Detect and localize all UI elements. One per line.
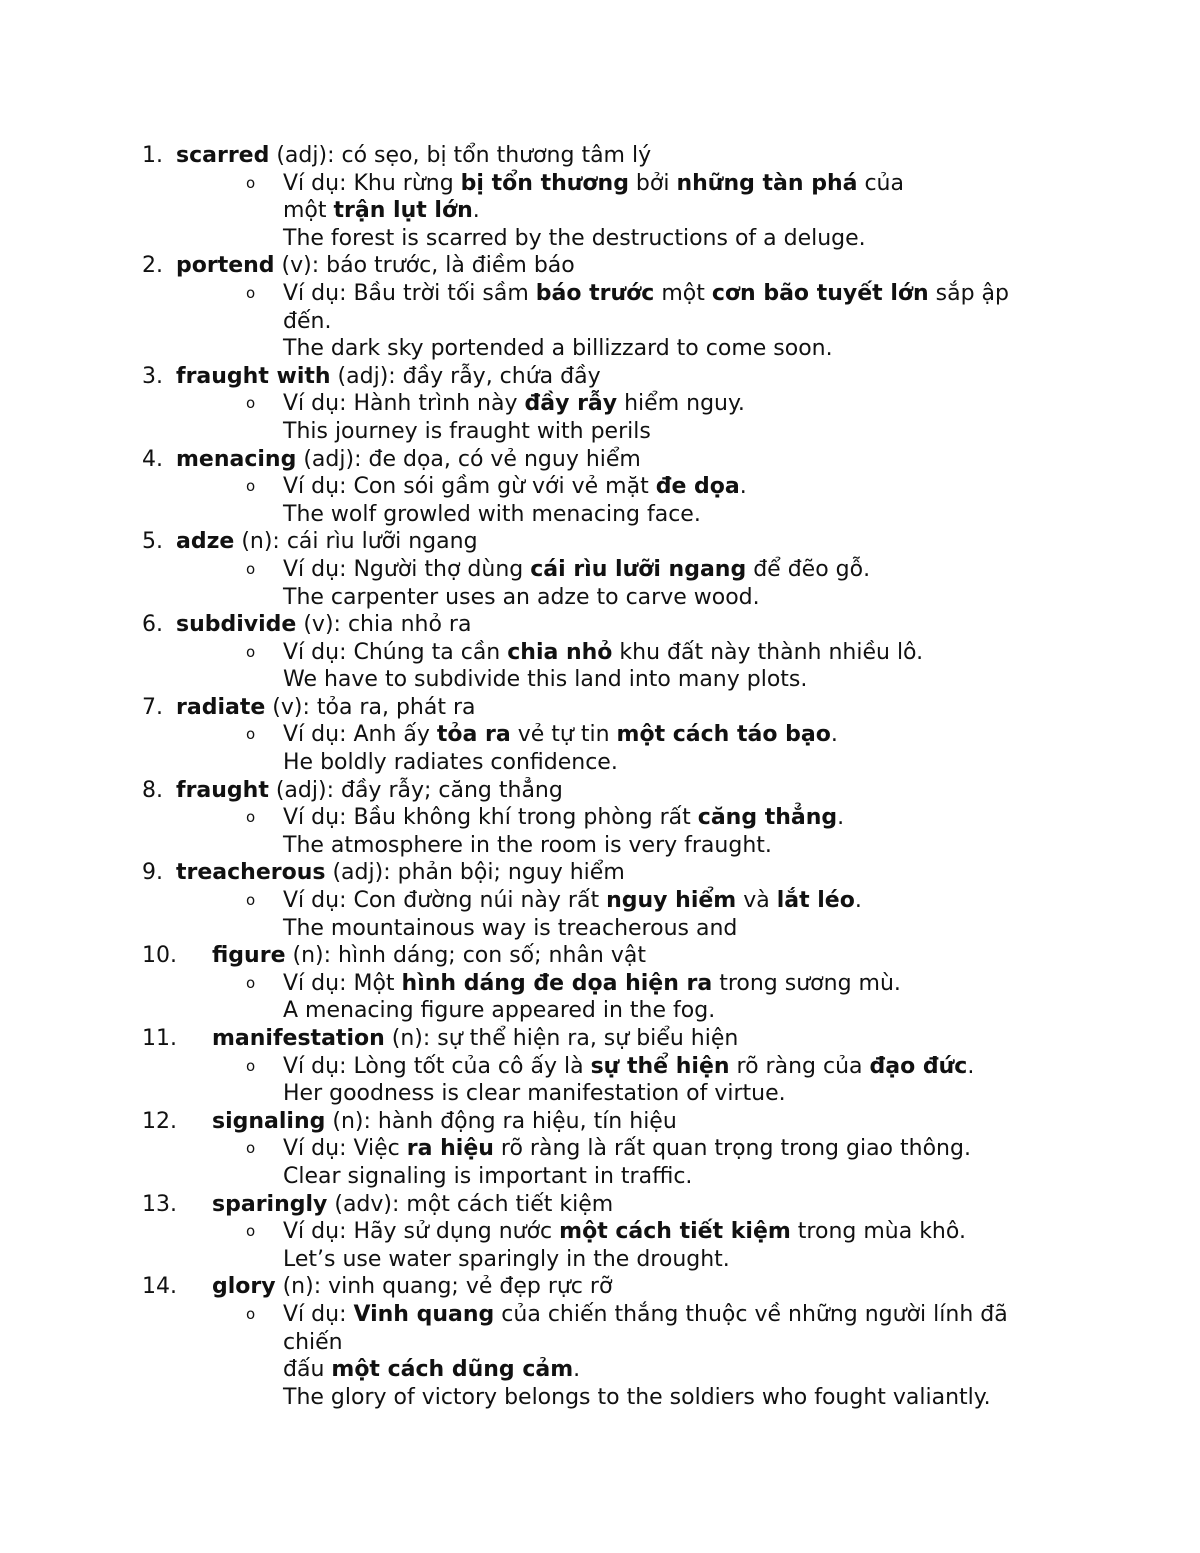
example-text: một xyxy=(654,280,712,306)
example-text: . xyxy=(573,1357,581,1383)
example-text: để đẽo gỗ. xyxy=(746,556,871,582)
entry-headline xyxy=(0,942,1200,970)
example-text: Ví dụ: Con sói gầm gừ với vẻ mặt xyxy=(283,474,656,500)
entry-number: 10. xyxy=(142,943,177,969)
example-highlight: chia nhỏ xyxy=(507,639,613,665)
entry-number: 13. xyxy=(142,1191,177,1217)
entry-term: glory xyxy=(212,1274,276,1300)
example-vi-line xyxy=(0,1301,1200,1329)
example-en-line: The mountainous way is treacherous and xyxy=(283,915,738,941)
entry-term: subdivide xyxy=(176,612,297,638)
example-text: rõ ràng của xyxy=(729,1053,870,1079)
example-en-line: The carpenter uses an adze to carve wood. xyxy=(283,584,760,610)
entry-definition: (adj): phản bội; nguy hiểm xyxy=(325,860,625,886)
example-en-line: A menacing figure appeared in the fog. xyxy=(283,998,716,1024)
entry-number: 8. xyxy=(142,777,163,803)
example-text: Ví dụ: Chúng ta cần xyxy=(283,639,508,665)
entry-term: treacherous xyxy=(176,860,326,886)
example-text: Ví dụ: Hãy sử dụng nước xyxy=(283,1219,560,1245)
example-vi-line xyxy=(0,473,1200,501)
example-en-line: He boldly radiates confidence. xyxy=(283,750,618,776)
entry-definition: (v): báo trước, là điềm báo xyxy=(274,253,575,279)
example-text: Ví dụ: Anh ấy xyxy=(283,722,437,748)
example-text: . xyxy=(739,474,747,500)
example-highlight: trận lụt lớn xyxy=(333,198,473,224)
example-highlight: đạo đức xyxy=(869,1053,968,1079)
bullet-circle-icon: o xyxy=(246,973,256,992)
entry-number: 7. xyxy=(142,694,163,720)
example-text: hiểm nguy. xyxy=(617,391,745,417)
entry-number: 9. xyxy=(142,860,163,886)
vocabulary-list xyxy=(0,142,1200,1411)
example-vi-line xyxy=(0,1356,1200,1384)
vocab-entry xyxy=(0,363,1200,446)
entry-headline xyxy=(0,1273,1200,1301)
example-text: khu đất này thành nhiều lô. xyxy=(612,639,924,665)
example-text: Ví dụ: Bầu trời tối sầm xyxy=(283,280,536,306)
example-highlight: một cách táo bạo xyxy=(616,722,831,748)
example-text: . xyxy=(967,1053,975,1079)
example-en-line: Clear signaling is important in traffic. xyxy=(283,1163,693,1189)
example-text: Ví dụ: xyxy=(283,1301,354,1327)
example-highlight: đầy rẫy xyxy=(524,391,618,417)
entry-headline xyxy=(0,777,1200,805)
entry-number: 3. xyxy=(142,363,163,389)
bullet-circle-icon: o xyxy=(246,1139,256,1158)
example-en-line: We have to subdivide this land into many plots. xyxy=(283,667,808,693)
bullet-circle-icon: o xyxy=(246,283,256,302)
example-text: vẻ tự tin xyxy=(510,722,617,748)
example-text: chiến xyxy=(283,1329,343,1355)
vocab-entry xyxy=(0,777,1200,860)
entry-number: 11. xyxy=(142,1026,177,1051)
example-highlight: nguy hiểm xyxy=(606,888,737,914)
entry-headline xyxy=(0,694,1200,722)
entry-headline xyxy=(0,611,1200,639)
bullet-circle-icon: o xyxy=(246,725,256,744)
bullet-circle-icon: o xyxy=(246,394,256,413)
entry-number: 4. xyxy=(142,446,163,472)
entry-term: manifestation xyxy=(212,1026,385,1051)
example-text: Ví dụ: Con đường núi này rất xyxy=(283,888,607,914)
example-text: rõ ràng là rất quan trọng trong giao thông. xyxy=(493,1136,971,1162)
example-highlight: báo trước xyxy=(535,280,655,306)
entry-definition: (v): tỏa ra, phát ra xyxy=(265,694,476,720)
entry-definition: (n): cái rìu lưỡi ngang xyxy=(234,529,478,555)
entry-number: 6. xyxy=(142,612,163,638)
example-text: đến. xyxy=(283,308,332,334)
entry-number: 2. xyxy=(142,253,163,279)
bullet-circle-icon: o xyxy=(246,477,256,496)
example-vi-line xyxy=(0,804,1200,832)
vocab-entry xyxy=(0,942,1200,1025)
example-en-line: The glory of victory belongs to the soldiers who fought valiantly. xyxy=(283,1384,991,1410)
entry-definition: (adj): đe dọa, có vẻ nguy hiểm xyxy=(296,446,641,472)
entry-definition: (n): sự thể hiện ra, sự biểu hiện xyxy=(384,1026,739,1051)
example-highlight: cơn bão tuyết lớn xyxy=(711,280,929,306)
example-text: . xyxy=(472,198,480,224)
example-text: của xyxy=(857,170,904,196)
bullet-circle-icon: o xyxy=(246,1304,256,1323)
example-vi-line xyxy=(0,280,1200,308)
example-highlight: tỏa ra xyxy=(436,722,511,748)
example-highlight: cái rìu lưỡi ngang xyxy=(530,556,747,582)
bullet-circle-icon: o xyxy=(246,559,256,578)
example-highlight: Vinh quang xyxy=(353,1301,495,1327)
bullet-circle-icon: o xyxy=(246,1056,256,1075)
vocab-entry xyxy=(0,1108,1200,1191)
example-vi-line xyxy=(0,556,1200,584)
entry-term: sparingly xyxy=(212,1191,328,1217)
entry-term: menacing xyxy=(176,446,297,472)
entry-term: radiate xyxy=(176,694,266,720)
example-text: Ví dụ: Một xyxy=(283,970,402,996)
entry-headline xyxy=(0,142,1200,170)
example-text: Ví dụ: Người thợ dùng xyxy=(283,556,531,582)
example-vi-line xyxy=(0,721,1200,749)
example-highlight: đe dọa xyxy=(655,474,740,500)
example-text: . xyxy=(854,888,862,914)
example-highlight: sự thể hiện xyxy=(590,1053,730,1079)
vocab-entry xyxy=(0,446,1200,529)
example-vi-line xyxy=(0,1329,1200,1357)
example-text: đấu xyxy=(283,1357,332,1383)
entry-number: 1. xyxy=(142,143,163,168)
example-vi-line xyxy=(0,308,1200,336)
entry-number: 14. xyxy=(142,1274,177,1300)
example-vi-line xyxy=(0,1218,1200,1246)
entry-definition: (adv): một cách tiết kiệm xyxy=(327,1191,614,1217)
entry-headline xyxy=(0,528,1200,556)
bullet-circle-icon: o xyxy=(246,642,256,661)
example-en-line: The wolf growled with menacing face. xyxy=(283,501,701,527)
example-text: trong sương mù. xyxy=(712,970,901,996)
vocab-entry xyxy=(0,611,1200,694)
example-vi-line xyxy=(0,970,1200,998)
entry-definition: (adj): đầy rẫy; căng thẳng xyxy=(268,777,563,803)
example-text: của chiến thắng thuộc về những người lính đã xyxy=(494,1301,1008,1327)
example-vi-line xyxy=(0,1053,1200,1081)
vocab-entry xyxy=(0,252,1200,362)
entry-term: scarred xyxy=(176,143,270,168)
example-highlight: lắt léo xyxy=(776,888,855,914)
example-en-line: The forest is scarred by the destructions of a deluge. xyxy=(283,225,866,251)
entry-headline xyxy=(0,859,1200,887)
example-highlight: ra hiệu xyxy=(406,1136,494,1162)
entry-term: fraught with xyxy=(176,363,331,389)
example-en-line: Let’s use water sparingly in the drought. xyxy=(283,1246,730,1272)
example-text: Ví dụ: Khu rừng xyxy=(283,170,461,196)
example-text: Ví dụ: Việc xyxy=(283,1136,407,1162)
example-highlight: một cách tiết kiệm xyxy=(559,1219,791,1245)
vocab-entry xyxy=(0,1025,1200,1108)
entry-term: signaling xyxy=(212,1108,326,1134)
entry-definition: (adj): đầy rẫy, chứa đầy xyxy=(330,363,601,389)
example-highlight: hình dáng đe dọa hiện ra xyxy=(401,970,713,996)
example-text: sắp ập xyxy=(928,280,1009,306)
entry-headline xyxy=(0,446,1200,474)
example-vi-line xyxy=(0,170,1200,198)
example-text: . xyxy=(830,722,838,748)
example-vi-line xyxy=(0,887,1200,915)
vocab-entry xyxy=(0,1191,1200,1274)
bullet-circle-icon: o xyxy=(246,1222,256,1241)
vocab-entry xyxy=(0,859,1200,942)
entry-number: 12. xyxy=(142,1108,177,1134)
entry-headline xyxy=(0,1191,1200,1219)
entry-term: figure xyxy=(212,943,286,969)
entry-definition: (adj): có sẹo, bị tổn thương tâm lý xyxy=(269,143,652,168)
example-vi-line xyxy=(0,390,1200,418)
example-highlight: căng thẳng xyxy=(697,805,838,831)
example-highlight: một cách dũng cảm xyxy=(331,1357,574,1383)
entry-term: portend xyxy=(176,253,275,279)
example-text: và xyxy=(736,888,777,914)
example-en-line: The atmosphere in the room is very fraught. xyxy=(283,832,772,858)
example-text: Ví dụ: Hành trình này xyxy=(283,391,525,417)
example-en-line: This journey is fraught with perils xyxy=(283,418,651,444)
example-en-line: Her goodness is clear manifestation of virtue. xyxy=(283,1081,786,1107)
entry-definition: (n): vinh quang; vẻ đẹp rực rỡ xyxy=(275,1274,613,1300)
entry-definition: (v): chia nhỏ ra xyxy=(296,612,472,638)
entry-headline xyxy=(0,1025,1200,1053)
entry-term: adze xyxy=(176,529,235,555)
entry-headline xyxy=(0,363,1200,391)
vocab-entry xyxy=(0,1273,1200,1411)
entry-definition: (n): hành động ra hiệu, tín hiệu xyxy=(325,1108,677,1134)
entry-number: 5. xyxy=(142,529,163,555)
bullet-circle-icon: o xyxy=(246,808,256,827)
vocab-entry xyxy=(0,528,1200,611)
entry-headline xyxy=(0,252,1200,280)
example-highlight: bị tổn thương xyxy=(460,170,629,196)
entry-term: fraught xyxy=(176,777,269,803)
example-text: trong mùa khô. xyxy=(790,1219,966,1245)
example-highlight: những tàn phá xyxy=(676,170,858,196)
example-en-line: The dark sky portended a billizzard to come soon. xyxy=(283,336,833,362)
bullet-circle-icon: o xyxy=(246,173,256,192)
entry-definition: (n): hình dáng; con số; nhân vật xyxy=(285,943,646,969)
example-vi-line xyxy=(0,639,1200,667)
vocab-entry xyxy=(0,142,1200,252)
entry-headline xyxy=(0,1108,1200,1136)
example-text: một xyxy=(283,198,334,224)
example-text: Ví dụ: Bầu không khí trong phòng rất xyxy=(283,805,698,831)
example-text: bởi xyxy=(628,170,677,196)
example-vi-line xyxy=(0,197,1200,225)
vocab-entry xyxy=(0,694,1200,777)
bullet-circle-icon: o xyxy=(246,891,256,910)
example-text: Ví dụ: Lòng tốt của cô ấy là xyxy=(283,1053,591,1079)
example-vi-line xyxy=(0,1135,1200,1163)
example-text: . xyxy=(837,805,845,831)
